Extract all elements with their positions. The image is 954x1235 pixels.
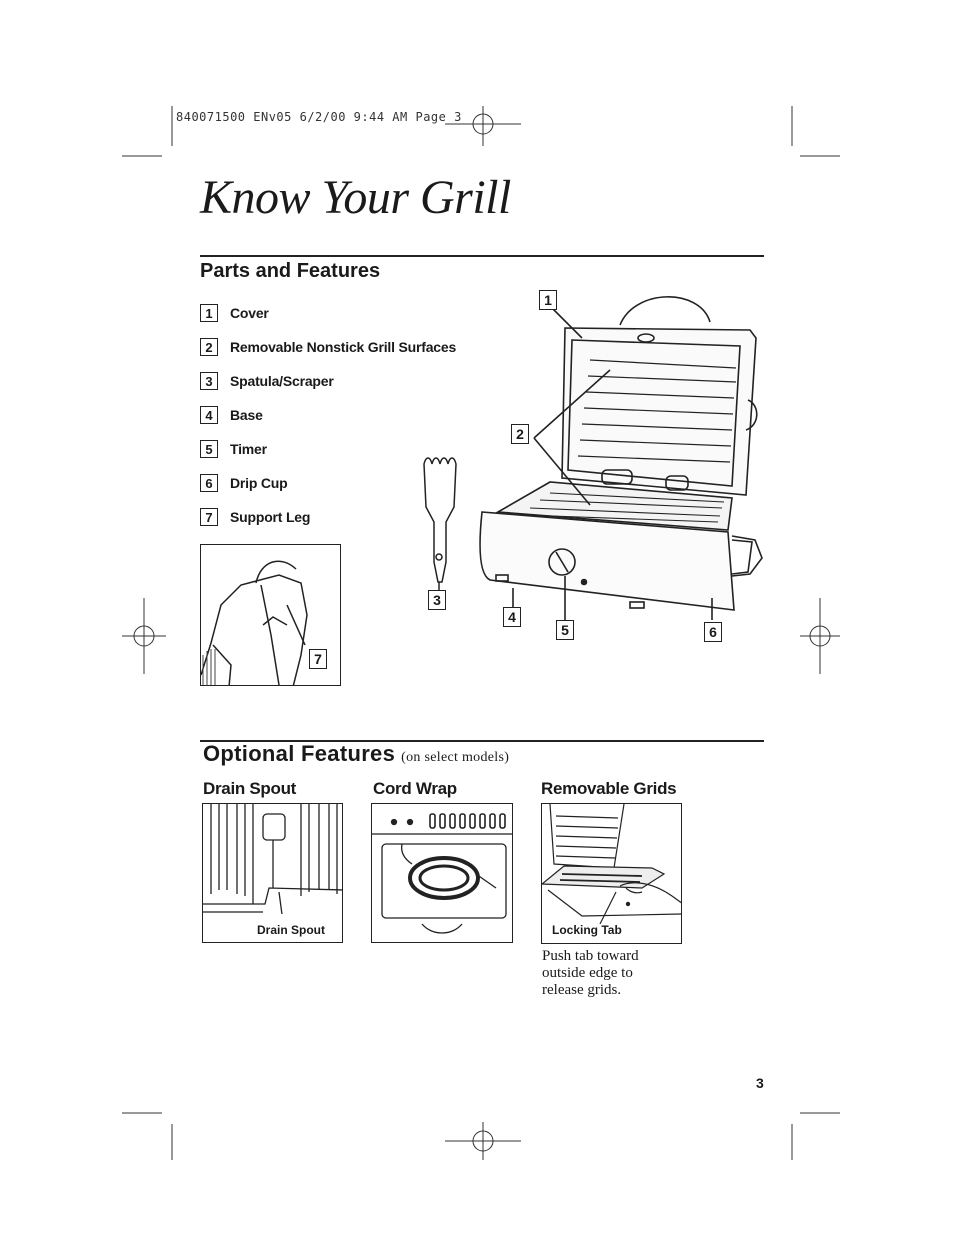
cord-wrap-panel [371,803,513,943]
drain-spout-panel [202,803,343,943]
part-label: Removable Nonstick Grill Surfaces [230,339,457,355]
optional-heading-text: Optional Features [203,741,396,766]
parts-heading: Parts and Features [200,260,381,282]
page-title: Know Your Grill [200,171,511,224]
callout-3: 3 [428,590,446,610]
section-divider [200,255,764,257]
optional-subheading: (on select models) [401,750,510,765]
locking-tab-caption: Locking Tab [552,923,622,937]
part-number-badge: 6 [200,474,218,492]
part-label: Spatula/Scraper [230,373,334,389]
removable-grids-illustration [542,804,682,924]
support-leg-inset [200,544,341,686]
cord-wrap-illustration [372,804,513,943]
part-number-badge: 1 [200,304,218,322]
part-number-badge: 7 [200,508,218,526]
feature-title-removable-grids: Removable Grids [541,779,677,798]
callout-1: 1 [539,290,557,310]
part-label: Timer [230,441,267,457]
callout-5: 5 [556,620,574,640]
part-label: Drip Cup [230,475,288,491]
part-number-badge: 3 [200,372,218,390]
drain-spout-illustration [203,804,343,914]
print-slug: 840071500 ENv05 6/2/00 9:44 AM Page 3 [176,110,462,124]
part-number-badge: 5 [200,440,218,458]
list-item [200,370,456,392]
callout-4: 4 [503,607,521,627]
list-item [200,302,456,324]
part-label: Cover [230,305,269,321]
callout-7: 7 [309,649,327,669]
list-item [200,404,456,426]
note-line: release grids. [542,982,622,998]
part-number-badge: 4 [200,406,218,424]
page-number: 3 [756,1075,764,1091]
part-number-badge: 2 [200,338,218,356]
note-line: Push tab toward [542,948,639,964]
list-item [200,336,456,358]
grill-illustration [470,290,770,620]
removable-grids-panel [541,803,682,944]
note-line: outside edge to [542,965,633,981]
part-label: Support Leg [230,509,311,525]
callout-2: 2 [511,424,529,444]
optional-heading [203,741,509,767]
feature-title-drain-spout: Drain Spout [203,779,297,798]
removable-grids-note [542,948,639,999]
callout-6: 6 [704,622,722,642]
feature-title-cord-wrap: Cord Wrap [373,779,457,798]
part-label: Base [230,407,263,423]
drain-spout-caption: Drain Spout [257,923,325,937]
